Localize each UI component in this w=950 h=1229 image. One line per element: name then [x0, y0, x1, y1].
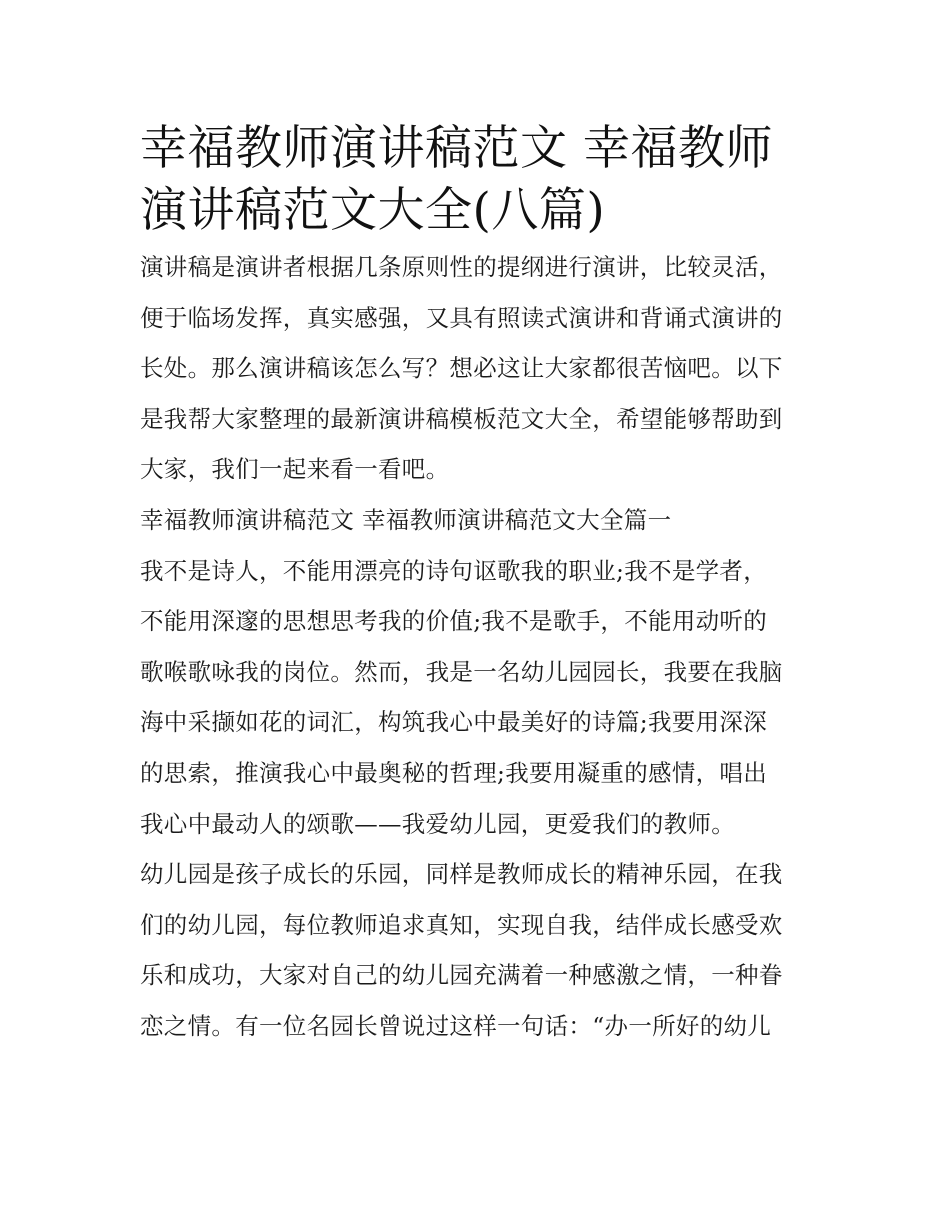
text-line: 乐和成功，大家对自己的幼儿园充满着一种感激之情，一种眷: [140, 961, 783, 990]
body-paragraph-1: [140, 546, 820, 850]
text-line: 海中采撷如花的词汇，构筑我心中最美好的诗篇;我要用深深: [140, 708, 768, 737]
document-content: [140, 118, 820, 1052]
text-line: 的思索，推演我心中最奥秘的哲理;我要用凝重的感情，唱出: [140, 758, 768, 787]
text-line: 恋之情。有一位名园长曾说过这样一句话：“办一所好的幼儿: [140, 1011, 772, 1040]
intro-paragraph: [140, 242, 820, 495]
text-line: 我不是诗人，不能用漂亮的诗句讴歌我的职业;我不是学者，: [140, 556, 768, 585]
text-line: 不能用深邃的思想思考我的价值;我不是歌手，不能用动听的: [140, 607, 768, 636]
text-line: 歌喉歌咏我的岗位。然而，我是一名幼儿园园长，我要在我脑: [140, 657, 783, 686]
title-line-1: 幸福教师演讲稿范文 幸福教师: [140, 121, 773, 176]
text-line: 便于临场发挥，真实感强，又具有照读式演讲和背诵式演讲的: [140, 303, 783, 332]
document-title: [140, 118, 820, 242]
text-line: 演讲稿是演讲者根据几条原则性的提纲进行演讲，比较灵活，: [140, 253, 783, 281]
text-line: 长处。那么演讲稿该怎么写？想必这让大家都很苦恼吧。以下: [140, 354, 783, 383]
text-line: 我心中最动人的颂歌——我爱幼儿园，更爱我们的教师。: [140, 809, 735, 838]
section-heading-text: 幸福教师演讲稿范文 幸福教师演讲稿范文大全篇一: [140, 505, 672, 534]
title-line-2: 演讲稿范文大全(八篇): [140, 183, 606, 238]
section-heading: [140, 495, 820, 546]
text-line: 是我帮大家整理的最新演讲稿模板范文大全，希望能够帮助到: [140, 404, 783, 433]
text-line: 幼儿园是孩子成长的乐园，同样是教师成长的精神乐园，在我: [140, 860, 783, 889]
text-line: 们的幼儿园，每位教师追求真知，实现自我，结伴成长感受欢: [140, 910, 783, 939]
text-line: 大家，我们一起来看一看吧。: [140, 455, 450, 484]
body-paragraph-2: [140, 849, 820, 1051]
